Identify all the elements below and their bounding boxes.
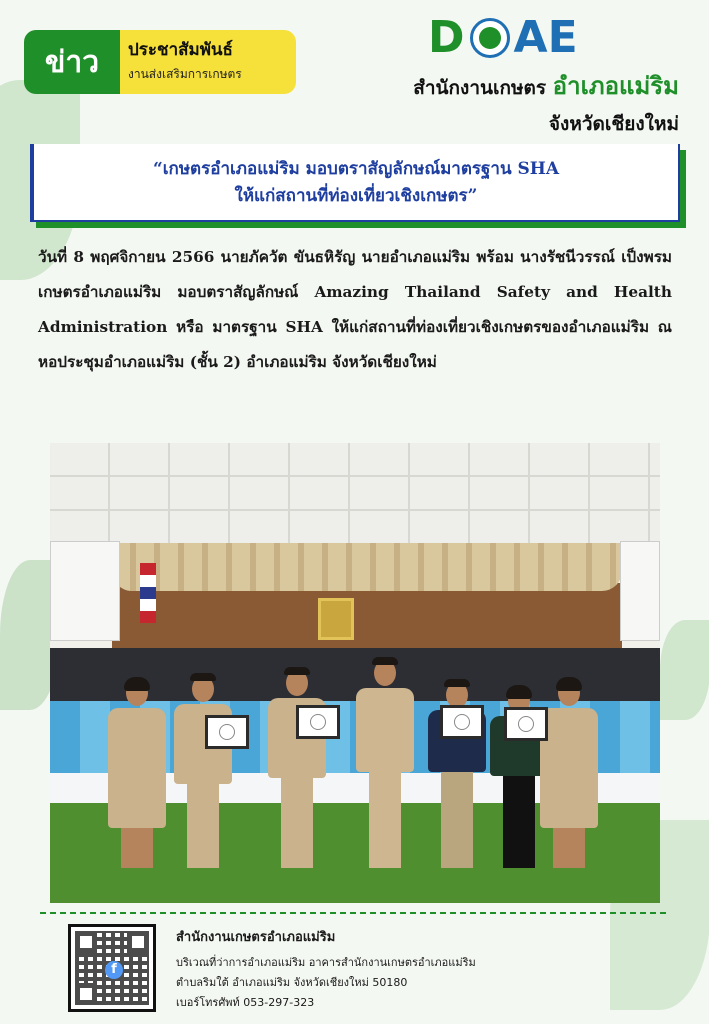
logo-text-left: D [428,12,466,63]
headline-line1: “เกษตรอำเภอแม่ริม มอบตราสัญลักษณ์มาตรฐาน SHA [152,159,560,179]
sha-certificate [504,707,548,741]
footer-phone: เบอร์โทรศัพท์ 053-297-323 [176,996,315,1009]
thai-flag [140,563,156,623]
sha-certificate [440,705,484,739]
badge-line2: งานส่งเสริมการเกษตร [128,67,242,81]
news-badge [24,30,296,94]
person [268,670,326,868]
sha-certificate [296,705,340,739]
footer-title: สำนักงานเกษตรอำเภอแม่ริม [176,930,336,945]
office-name [413,66,679,139]
person [540,680,598,868]
person [108,680,166,868]
logo-text-right: AE [513,12,578,63]
footer-divider [40,912,666,914]
sha-certificate [205,715,249,749]
royal-portrait [318,598,354,640]
person [356,660,414,868]
footer-address-line1: บริเวณที่ว่าการอำเภอแม่ริม อาคารสำนักงานเกษตรอำเภอแม่ริม [176,956,476,969]
qr-code[interactable] [68,924,156,1012]
footer-contact [176,926,476,1013]
footer-address-line2: ตำบลริมใต้ อำเภอแม่ริม จังหวัดเชียงใหม่ 50180 [176,976,408,989]
office-prefix: สำนักงานเกษตร [413,77,547,99]
event-photo [50,443,660,903]
headline-line2: ให้แก่สถานที่ท่องเที่ยวเชิงเกษตร” [234,186,478,206]
office-district: อำเภอแม่ริม [552,72,679,100]
doae-seal-icon [470,18,510,58]
news-badge-label: ข่าว [24,30,120,94]
office-province: จังหวัดเชียงใหม่ [548,113,679,135]
facebook-icon: f [105,961,123,979]
doae-logo [428,12,578,63]
news-paragraph: วันที่ 8 พฤศจิกายน 2566 นายภัควัต ขันธหิรัญ นายอำเภอแม่ริม พร้อม นางรัชนีวรรณ์ เป็งพรม เกษตรอำเภอแม่ริม มอบตราสัญลักษณ์ Amazing Thailand Safety and Health Administration หรือ มาตรฐาน SHA ให้แก่สถานที่ท่องเที่ยวเชิงเกษตรของอำเภอแม่ริม ณ หอประชุมอำเภอแม่ริม (ชั้น 2) อำเภอแม่ริม จังหวัดเชียงใหม่ [38,248,672,371]
badge-line1: ประชาสัมพันธ์ [128,40,233,60]
person [174,676,232,868]
headline-box [30,144,680,222]
background-leaf-decoration [660,620,709,720]
news-badge-caption [120,30,296,94]
